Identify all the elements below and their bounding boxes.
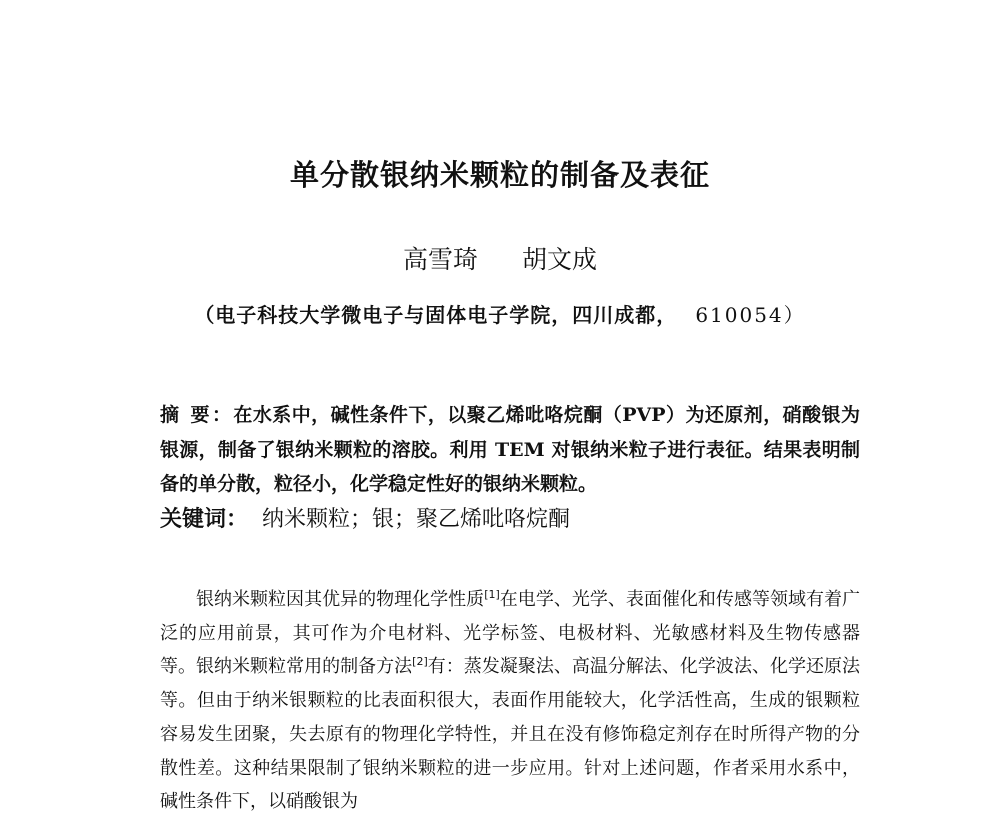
abstract-label: 摘 要： (160, 404, 234, 426)
author-name: 胡文成 (522, 245, 598, 274)
abstract (160, 398, 860, 502)
citation-ref: [1] (484, 588, 500, 601)
keywords (160, 503, 860, 537)
citation-ref: [2] (412, 655, 428, 669)
body-text-part: 有：蒸发凝聚法、高温分解法、化学波法、化学还原法等。但由于纳米银颗粒的比表面积很大，表面作用能较大，化学活性高，生成的银颗粒容易发生团聚，失去原有的物理化学特性，并且在没有修饰稳定剂存在时所得产物的分散性差。这种结果限制了银纳米颗粒的进一步应用。针对上述问题，作者采用水系中，碱性条件下，以硝酸银为 (160, 656, 861, 813)
author-name: 高雪琦 (402, 245, 478, 274)
body-text-part: 银纳米颗粒因其优异的物理化学性质 (196, 589, 485, 610)
author-list (0, 242, 1000, 278)
abstract-text: 在水系中，碱性条件下，以聚乙烯吡咯烷酮（PVP）为还原剂，硝酸银为银源，制备了银纳米颗粒的溶胶。利用 TEM 对银纳米粒子进行表征。结果表明制备的单分散，粒径小，化学稳定性好的银纳米颗粒。 (160, 404, 860, 495)
keywords-text: 纳米颗粒；银；聚乙烯吡咯烷酮 (262, 507, 571, 532)
affiliation-postcode: 610054） (695, 303, 806, 327)
keywords-label: 关键词： (160, 507, 249, 532)
body-text-part: 在电学、光学、表面催化和传感等领域有着广泛的应用前景，其可作为介电材料、光学标签、电极材料、光敏感材料及生物传感器等。银纳米颗粒常用的制备方法 (160, 589, 861, 678)
affiliation (0, 300, 1000, 330)
paper-title: 单分散银纳米颗粒的制备及表征 (289, 158, 710, 192)
affiliation-text: （电子科技大学微电子与固体电子学院，四川成都， (194, 303, 678, 327)
body-paragraph (160, 583, 860, 819)
